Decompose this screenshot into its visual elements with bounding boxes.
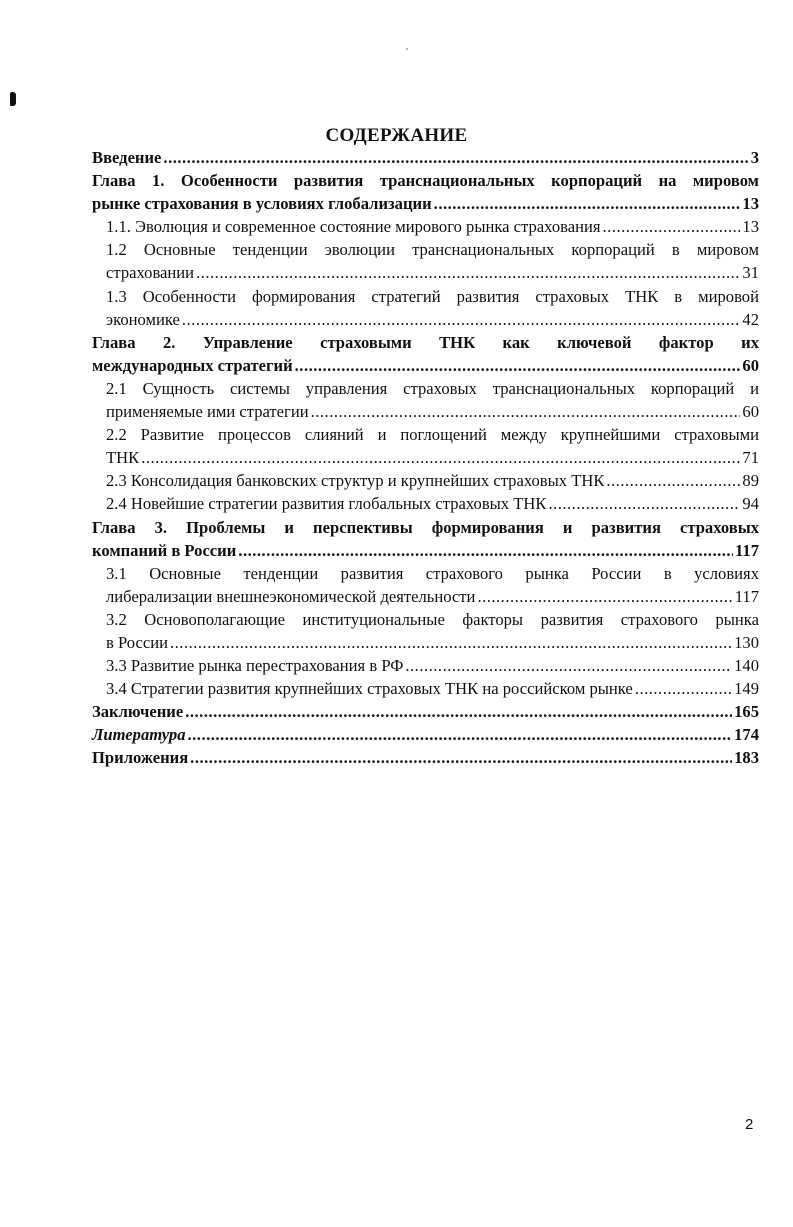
toc-entry-line: 2.2 Развитие процессов слияний и поглощений между крупнейшими страховыми bbox=[106, 425, 759, 445]
toc-entry-last-line bbox=[106, 400, 759, 423]
toc-entry bbox=[92, 723, 759, 746]
toc-entry-page: 117 bbox=[735, 540, 759, 560]
toc-entry bbox=[92, 169, 759, 215]
toc-entry-line: 3.2 Основополагающие институциональные факторы развития страхового рынка bbox=[106, 609, 759, 629]
toc-entry bbox=[92, 285, 759, 331]
toc-entry-title: Введение bbox=[92, 148, 162, 167]
toc-entry-last-line bbox=[106, 492, 759, 515]
toc-entry-last-line bbox=[106, 215, 759, 238]
toc-entry-page: 31 bbox=[742, 263, 759, 283]
toc-entry bbox=[92, 746, 759, 769]
toc-entry-page: 60 bbox=[742, 402, 759, 422]
toc-entry-page: 140 bbox=[734, 656, 759, 676]
toc-entry-line: Глава 1. Особенности развития транснациональных корпораций на мировом bbox=[92, 171, 759, 191]
dot-leader bbox=[170, 631, 732, 654]
toc-entry-line: 3.1 Основные тенденции развития страхового рынка России в условиях bbox=[106, 563, 759, 583]
toc-entry-page: 174 bbox=[734, 725, 759, 745]
toc-entry-last-line bbox=[92, 539, 759, 562]
scan-speck bbox=[406, 48, 408, 50]
dot-leader bbox=[311, 400, 741, 423]
toc-entry-title: Литература bbox=[92, 725, 186, 745]
toc-entry bbox=[92, 654, 759, 677]
toc-entry-title: применяемые ими стратегии bbox=[106, 402, 309, 422]
toc-entry bbox=[92, 562, 759, 608]
toc-entry bbox=[92, 469, 759, 492]
toc-entry-page: 165 bbox=[734, 702, 759, 722]
toc-entry-page: 3 bbox=[750, 148, 759, 167]
page-number: 2 bbox=[745, 1116, 754, 1133]
toc-entry bbox=[92, 516, 759, 562]
dot-leader bbox=[606, 469, 740, 492]
toc-entry-line: 1.2 Основные тенденции эволюции транснациональных корпораций в мировом bbox=[106, 240, 759, 260]
toc-entry-line: Глава 2. Управление страховыми ТНК как ключевой фактор их bbox=[92, 332, 759, 352]
toc-entry bbox=[92, 377, 759, 423]
dot-leader bbox=[182, 308, 741, 331]
page-title: СОДЕРЖАНИЕ bbox=[325, 125, 468, 146]
toc-entry-page: 117 bbox=[734, 586, 759, 606]
toc-entry-title: в России bbox=[106, 632, 168, 652]
toc-entry bbox=[92, 331, 759, 377]
toc-entry-title: 2.4 Новейшие стратегии развития глобальных страховых ТНК bbox=[106, 494, 547, 514]
dot-leader bbox=[141, 446, 740, 469]
toc-entry-last-line bbox=[106, 631, 759, 654]
toc-entry-last-line bbox=[106, 585, 759, 608]
toc-entry-title: 3.4 Стратегии развития крупнейших страховых ТНК на российском рынке bbox=[106, 679, 633, 699]
toc-entry bbox=[92, 238, 759, 284]
dot-leader bbox=[548, 492, 740, 515]
toc-entry bbox=[92, 423, 759, 469]
toc-entry bbox=[92, 146, 759, 169]
toc-entry-line: Глава 3. Проблемы и перспективы формирования и развития страховых bbox=[92, 517, 759, 537]
toc-entry-page: 183 bbox=[734, 748, 759, 768]
toc-entry-title: ТНК bbox=[106, 448, 140, 468]
toc-entry-page: 94 bbox=[742, 494, 759, 514]
dot-leader bbox=[635, 677, 732, 700]
toc-entry-title: 3.3 Развитие рынка перестрахования в РФ bbox=[106, 656, 404, 676]
dot-leader bbox=[434, 192, 741, 215]
toc-entry-page: 89 bbox=[742, 471, 759, 491]
toc-entry-title: компаний в России bbox=[92, 540, 237, 560]
toc-entry-last-line bbox=[106, 654, 759, 677]
toc-entry-last-line bbox=[92, 354, 759, 377]
dot-leader bbox=[185, 700, 732, 723]
dot-leader bbox=[190, 746, 732, 769]
toc-entry-title: либерализации внешнеэкономической деятельности bbox=[106, 586, 476, 606]
toc-entry-line: 1.3 Особенности формирования стратегий развития страховых ТНК в мировой bbox=[106, 286, 759, 306]
toc-entry-last-line bbox=[106, 677, 759, 700]
toc-entry-title: Заключение bbox=[92, 702, 184, 722]
toc-entry-last-line bbox=[106, 308, 759, 331]
toc-entry-last-line bbox=[106, 469, 759, 492]
toc-entry bbox=[92, 492, 759, 515]
toc-entry-page: 13 bbox=[742, 217, 759, 237]
toc-entry-page: 149 bbox=[734, 679, 759, 699]
toc-entry-last-line bbox=[92, 192, 759, 215]
toc-entry-last-line bbox=[106, 261, 759, 284]
toc-entry-last-line bbox=[106, 446, 759, 469]
dot-leader bbox=[603, 215, 741, 238]
table-of-contents bbox=[92, 146, 759, 770]
toc-entry-title: 2.3 Консолидация банковских структур и крупнейших страховых ТНК bbox=[106, 471, 605, 491]
toc-entry-page: 13 bbox=[742, 194, 759, 214]
toc-entry-page: 60 bbox=[742, 355, 759, 375]
toc-entry bbox=[92, 608, 759, 654]
toc-entry-title: рынке страхования в условиях глобализации bbox=[92, 194, 432, 214]
toc-entry-title: страховании bbox=[106, 263, 195, 283]
toc-entry-line: 2.1 Сущность системы управления страховых транснациональных корпораций и bbox=[106, 378, 759, 398]
dot-leader bbox=[163, 146, 748, 169]
toc-entry-last-line bbox=[92, 723, 759, 746]
toc-entry-page: 42 bbox=[742, 309, 759, 329]
scan-mark bbox=[10, 92, 16, 106]
toc-entry-last-line bbox=[92, 146, 759, 169]
toc-entry-page: 71 bbox=[742, 448, 759, 468]
dot-leader bbox=[477, 585, 732, 608]
toc-entry bbox=[92, 677, 759, 700]
toc-entry-title: 1.1. Эволюция и современное состояние мирового рынка страхования bbox=[106, 217, 601, 237]
dot-leader bbox=[295, 354, 741, 377]
dot-leader bbox=[188, 723, 733, 746]
dot-leader bbox=[238, 539, 733, 562]
toc-entry-last-line bbox=[92, 700, 759, 723]
toc-entry-title: международных стратегий bbox=[92, 355, 293, 375]
toc-entry bbox=[92, 700, 759, 723]
toc-entry-title: экономике bbox=[106, 309, 180, 329]
dot-leader bbox=[196, 261, 740, 284]
toc-entry bbox=[92, 215, 759, 238]
toc-entry-page: 130 bbox=[734, 632, 759, 652]
toc-entry-title: Приложения bbox=[92, 748, 189, 768]
toc-entry-last-line bbox=[92, 746, 759, 769]
dot-leader bbox=[405, 654, 732, 677]
